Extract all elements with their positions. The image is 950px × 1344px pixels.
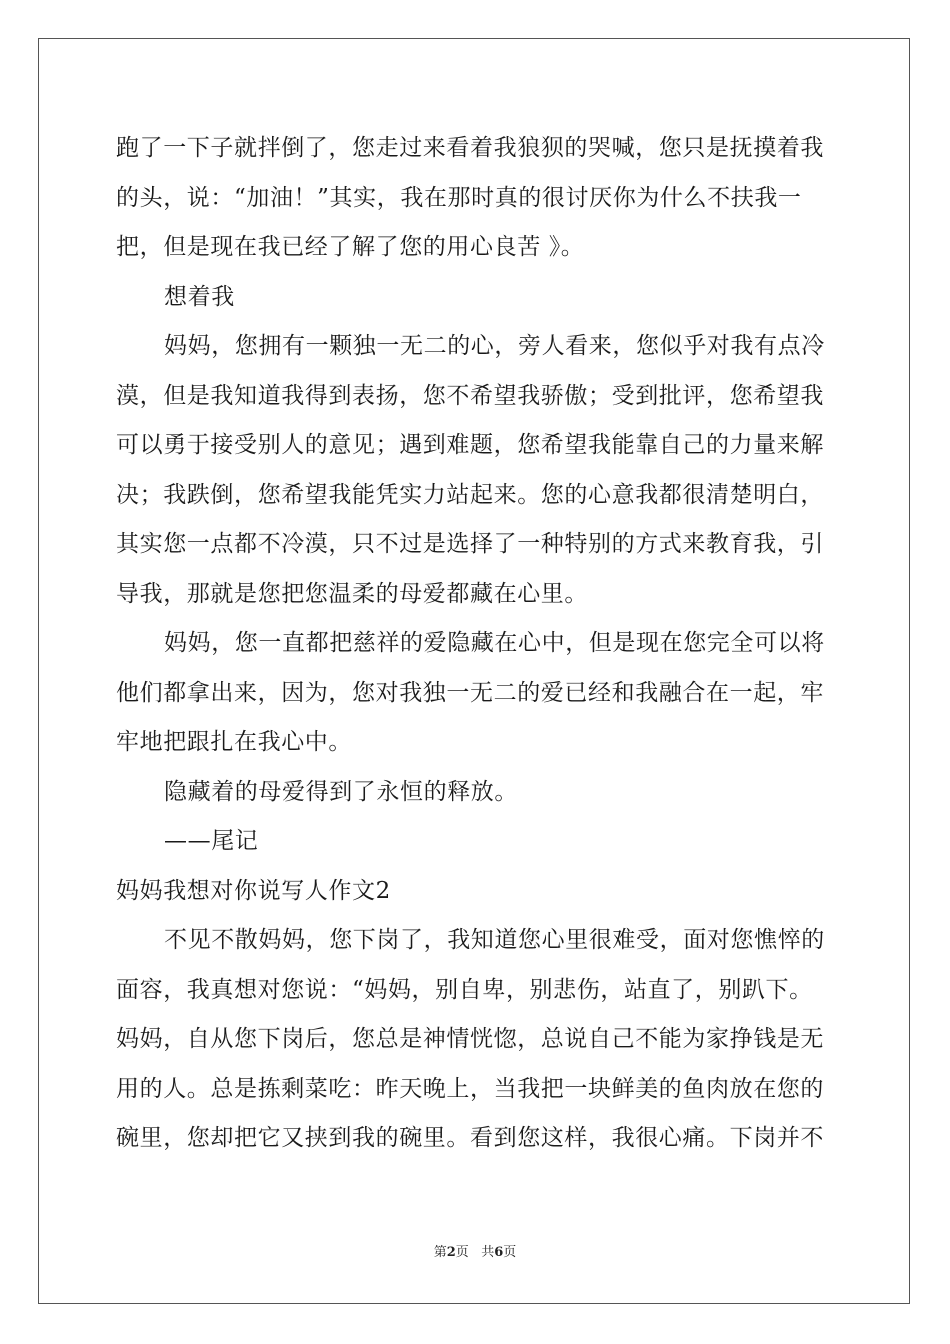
text-line-10: 导我，那就是您把您温柔的母爱都藏在心里。	[116, 580, 588, 607]
text-line-1: 跑了一下子就拌倒了，您走过来看着我狼狈的哭喊，您只是抚摸着我	[116, 135, 824, 161]
text-line-17: 不见不散妈妈，您下岗了，我知道您心里很难受，面对您憔悴的	[164, 927, 825, 953]
page-footer	[0, 1241, 950, 1260]
document-body	[116, 124, 836, 1164]
text-line-11: 妈妈，您一直都把慈祥的爱隐藏在心中，但是现在您完全可以将	[164, 630, 825, 656]
page-suffix: 页	[455, 1245, 469, 1260]
total-suffix: 页	[503, 1245, 517, 1260]
text-line-7: 可以勇于接受别人的意见；遇到难题，您希望我能靠自己的力量来解	[116, 432, 824, 458]
text-line-20: 用的人。总是拣剩菜吃：昨天晚上，当我把一块鲜美的鱼肉放在您的	[116, 1075, 824, 1102]
page-number: 2	[446, 1245, 456, 1260]
text-line-19: 妈妈，自从您下岗后，您总是神情恍惚，总说自己不能为家挣钱是无	[116, 1026, 824, 1052]
page-prefix: 第	[433, 1245, 447, 1260]
text-line-21: 碗里，您却把它又挟到我的碗里。看到您这样，我很心痛。下岗并不	[116, 1125, 824, 1151]
total-prefix: 共	[481, 1245, 495, 1260]
text-line-3: 把，但是现在我已经了解了您的用心良苦 》。	[116, 234, 585, 260]
text-line-6: 漠，但是我知道我得到表扬，您不希望我骄傲；受到批评，您希望我	[116, 382, 824, 409]
text-line-14: 隐藏着的母爱得到了永恒的释放。	[164, 778, 518, 805]
postscript-line: ——尾记	[164, 828, 259, 854]
essay-title: 妈妈我想对你说写人作文2	[116, 877, 391, 904]
text-line-2: 的头，说：“加油！”其实，我在那时真的很讨厌你为什么不扶我一	[116, 184, 802, 211]
text-line-12: 他们都拿出来，因为，您对我独一无二的爱已经和我融合在一起，牢	[116, 679, 824, 706]
text-line-8: 决；我跌倒，您希望我能凭实力站起来。您的心意我都很清楚明白，	[116, 481, 824, 508]
text-line-13: 牢地把跟扎在我心中。	[116, 729, 352, 755]
section-heading: 想着我	[164, 283, 235, 310]
text-line-5: 妈妈，您拥有一颗独一无二的心，旁人看来，您似乎对我有点冷	[164, 333, 825, 359]
total-pages: 6	[494, 1245, 504, 1260]
text-line-9: 其实您一点都不冷漠，只不过是选择了一种特别的方式来教育我，引	[116, 531, 824, 557]
text-line-18: 面容，我真想对您说：“妈妈，别自卑，别悲伤，站直了，别趴下。	[116, 976, 813, 1003]
